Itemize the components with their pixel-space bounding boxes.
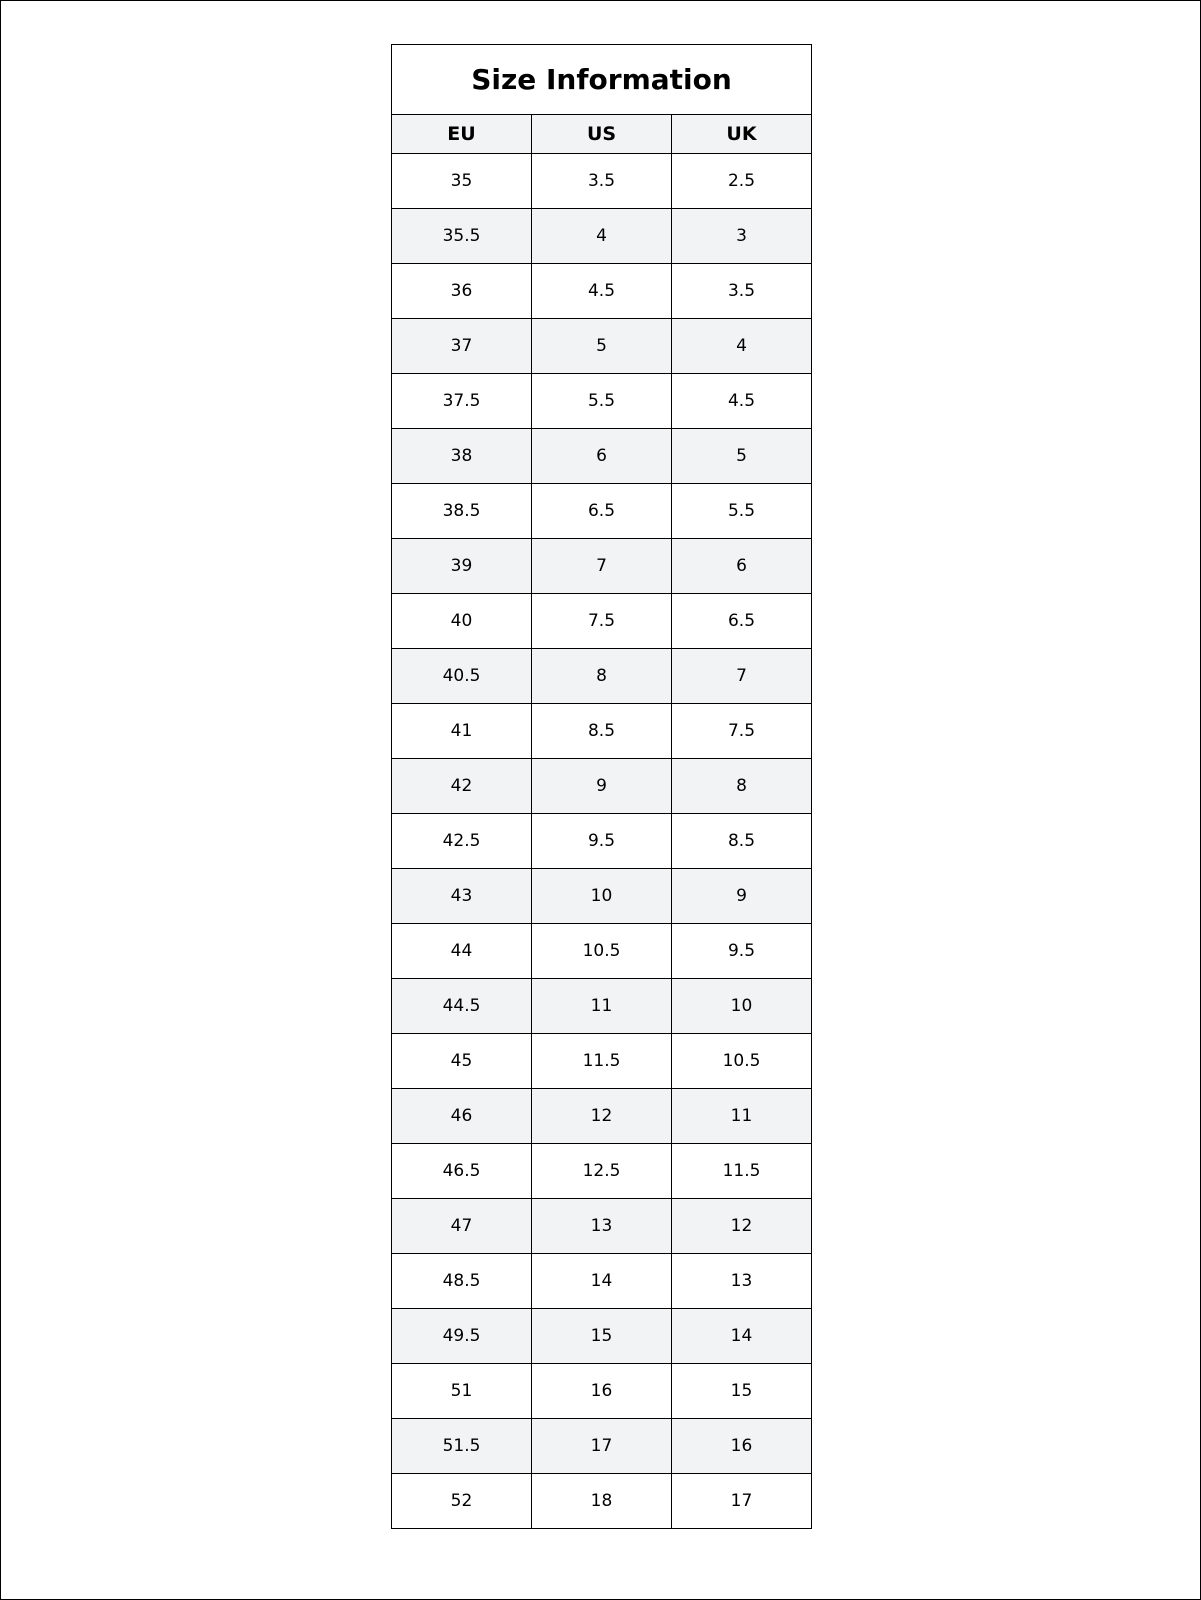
- size-cell-eu: 37: [392, 319, 532, 374]
- table-row: [392, 649, 812, 704]
- size-cell-uk: 6.5: [672, 594, 812, 649]
- size-cell-uk: 10: [672, 979, 812, 1034]
- size-cell-eu: 36: [392, 264, 532, 319]
- size-cell-us: 5.5: [532, 374, 672, 429]
- size-cell-us: 7.5: [532, 594, 672, 649]
- size-cell-us: 13: [532, 1199, 672, 1254]
- size-cell-us: 11.5: [532, 1034, 672, 1089]
- table-row: [392, 209, 812, 264]
- size-cell-us: 16: [532, 1364, 672, 1419]
- size-cell-uk: 12: [672, 1199, 812, 1254]
- size-cell-uk: 9.5: [672, 924, 812, 979]
- table-row: [392, 1474, 812, 1529]
- size-cell-us: 10.5: [532, 924, 672, 979]
- size-cell-eu: 42: [392, 759, 532, 814]
- size-cell-uk: 11.5: [672, 1144, 812, 1199]
- size-cell-eu: 44: [392, 924, 532, 979]
- size-cell-eu: 51: [392, 1364, 532, 1419]
- size-cell-uk: 7: [672, 649, 812, 704]
- table-row: [392, 374, 812, 429]
- size-cell-eu: 40.5: [392, 649, 532, 704]
- size-cell-eu: 35.5: [392, 209, 532, 264]
- size-cell-uk: 11: [672, 1089, 812, 1144]
- column-header-uk: UK: [672, 115, 812, 154]
- size-cell-eu: 47: [392, 1199, 532, 1254]
- size-cell-uk: 3: [672, 209, 812, 264]
- size-cell-eu: 42.5: [392, 814, 532, 869]
- size-cell-uk: 15: [672, 1364, 812, 1419]
- size-cell-uk: 16: [672, 1419, 812, 1474]
- size-cell-eu: 51.5: [392, 1419, 532, 1474]
- size-cell-uk: 5: [672, 429, 812, 484]
- size-cell-us: 14: [532, 1254, 672, 1309]
- size-cell-eu: 43: [392, 869, 532, 924]
- size-cell-uk: 6: [672, 539, 812, 594]
- size-cell-us: 12.5: [532, 1144, 672, 1199]
- table-row: [392, 924, 812, 979]
- size-cell-eu: 39: [392, 539, 532, 594]
- column-header-eu: EU: [392, 115, 532, 154]
- table-row: [392, 154, 812, 209]
- size-cell-us: 5: [532, 319, 672, 374]
- size-cell-uk: 13: [672, 1254, 812, 1309]
- size-cell-eu: 49.5: [392, 1309, 532, 1364]
- size-cell-uk: 5.5: [672, 484, 812, 539]
- size-cell-eu: 44.5: [392, 979, 532, 1034]
- size-cell-uk: 10.5: [672, 1034, 812, 1089]
- size-cell-eu: 46.5: [392, 1144, 532, 1199]
- size-cell-us: 4.5: [532, 264, 672, 319]
- size-cell-uk: 7.5: [672, 704, 812, 759]
- table-row: [392, 1364, 812, 1419]
- size-cell-eu: 52: [392, 1474, 532, 1529]
- table-row: [392, 539, 812, 594]
- table-row: [392, 869, 812, 924]
- size-cell-uk: 8.5: [672, 814, 812, 869]
- size-cell-eu: 48.5: [392, 1254, 532, 1309]
- size-cell-uk: 14: [672, 1309, 812, 1364]
- size-cell-us: 9.5: [532, 814, 672, 869]
- table-row: [392, 594, 812, 649]
- size-cell-us: 4: [532, 209, 672, 264]
- table-row: [392, 484, 812, 539]
- table-row: [392, 1254, 812, 1309]
- size-rows: [392, 154, 812, 1529]
- size-cell-us: 15: [532, 1309, 672, 1364]
- table-row: [392, 1089, 812, 1144]
- table-row: [392, 979, 812, 1034]
- size-cell-eu: 41: [392, 704, 532, 759]
- size-cell-eu: 46: [392, 1089, 532, 1144]
- table-row: [392, 264, 812, 319]
- size-cell-uk: 9: [672, 869, 812, 924]
- table-row: [392, 1419, 812, 1474]
- size-cell-uk: 3.5: [672, 264, 812, 319]
- size-cell-us: 12: [532, 1089, 672, 1144]
- size-cell-us: 8.5: [532, 704, 672, 759]
- column-header-us: US: [532, 115, 672, 154]
- size-cell-us: 3.5: [532, 154, 672, 209]
- table-row: [392, 1199, 812, 1254]
- size-cell-us: 6.5: [532, 484, 672, 539]
- size-chart-table: [391, 44, 812, 1529]
- size-cell-us: 7: [532, 539, 672, 594]
- size-cell-eu: 38.5: [392, 484, 532, 539]
- size-cell-us: 11: [532, 979, 672, 1034]
- size-chart-title: Size Information: [392, 45, 812, 115]
- size-cell-uk: 8: [672, 759, 812, 814]
- table-row: [392, 814, 812, 869]
- size-cell-us: 8: [532, 649, 672, 704]
- size-cell-us: 17: [532, 1419, 672, 1474]
- table-row: [392, 759, 812, 814]
- size-cell-eu: 38: [392, 429, 532, 484]
- size-cell-us: 10: [532, 869, 672, 924]
- size-cell-us: 18: [532, 1474, 672, 1529]
- size-cell-us: 6: [532, 429, 672, 484]
- size-cell-uk: 2.5: [672, 154, 812, 209]
- size-cell-uk: 4: [672, 319, 812, 374]
- size-cell-uk: 4.5: [672, 374, 812, 429]
- table-row: [392, 429, 812, 484]
- table-row: [392, 704, 812, 759]
- size-cell-us: 9: [532, 759, 672, 814]
- table-row: [392, 1034, 812, 1089]
- size-cell-eu: 40: [392, 594, 532, 649]
- size-cell-eu: 45: [392, 1034, 532, 1089]
- size-cell-uk: 17: [672, 1474, 812, 1529]
- table-row: [392, 1309, 812, 1364]
- size-cell-eu: 37.5: [392, 374, 532, 429]
- size-cell-eu: 35: [392, 154, 532, 209]
- table-row: [392, 319, 812, 374]
- table-row: [392, 1144, 812, 1199]
